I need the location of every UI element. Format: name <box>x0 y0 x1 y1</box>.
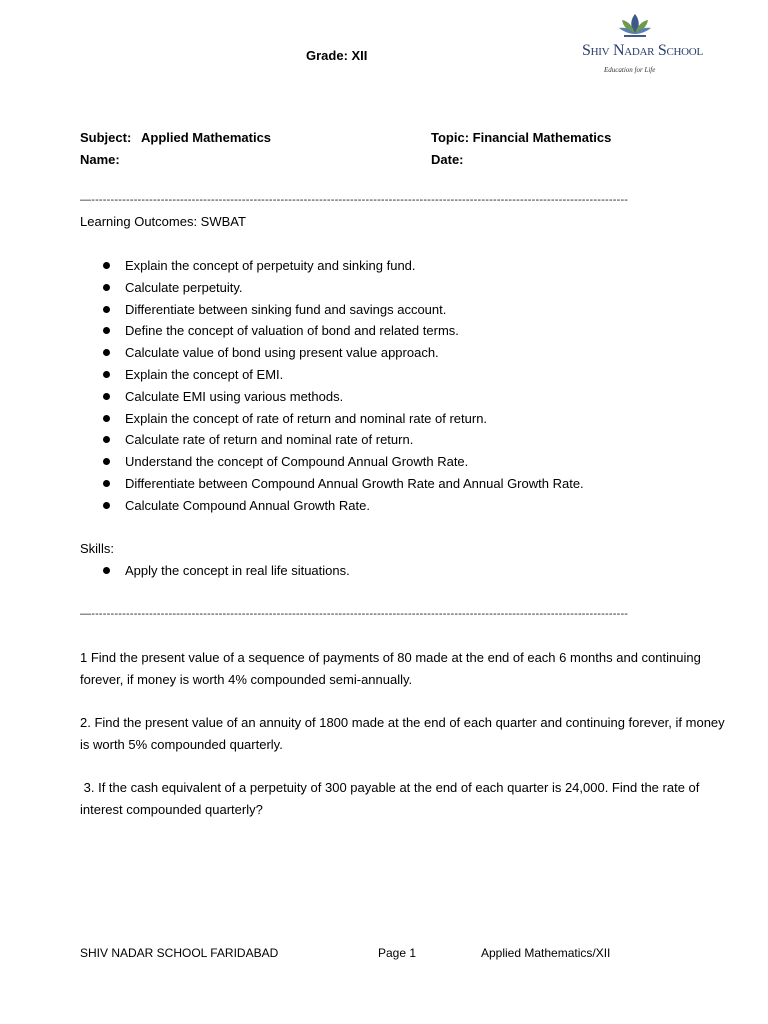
list-item: Explain the concept of rate of return and nominal rate of return. <box>80 408 584 430</box>
school-logo <box>578 12 703 78</box>
footer-page-number: Page 1 <box>378 946 417 960</box>
bullet-icon <box>103 393 110 400</box>
list-item: Apply the concept in real life situations. <box>80 560 350 582</box>
list-item: Define the concept of valuation of bond and related terms. <box>80 320 584 342</box>
bullet-icon <box>103 284 110 291</box>
bullet-icon <box>103 415 110 422</box>
subject-value: Applied Mathematics <box>141 130 272 145</box>
bullet-icon <box>103 458 110 465</box>
skills-heading: Skills: <box>80 541 114 556</box>
outcomes-list <box>80 255 584 517</box>
question-2: 2. Find the present value of an annuity of 1800 made at the end of each quarter and continuing forever, if money is worth 5% compounded quarterly. <box>80 715 725 752</box>
date-label: Date: <box>431 152 464 167</box>
list-item: Calculate value of bond using present value approach. <box>80 342 584 364</box>
bullet-icon <box>103 371 110 378</box>
bullet-icon <box>103 306 110 313</box>
divider-top: —------------------------------------------------------------------------------------------------------------------------------------------- <box>80 194 629 206</box>
list-item: Differentiate between Compound Annual Growth Rate and Annual Growth Rate. <box>80 473 584 495</box>
list-item: Calculate Compound Annual Growth Rate. <box>80 495 584 517</box>
list-item: Explain the concept of perpetuity and sinking fund. <box>80 255 584 277</box>
grade-label: Grade: XII <box>306 48 368 63</box>
bullet-icon <box>103 436 110 443</box>
outcomes-heading: Learning Outcomes: SWBAT <box>80 214 246 229</box>
bullet-icon <box>103 480 110 487</box>
list-item: Differentiate between sinking fund and savings account. <box>80 299 584 321</box>
list-item: Understand the concept of Compound Annual Growth Rate. <box>80 451 584 473</box>
list-item: Calculate EMI using various methods. <box>80 386 584 408</box>
divider-bottom: —------------------------------------------------------------------------------------------------------------------------------------------- <box>80 608 629 620</box>
subject-label: Subject: <box>80 130 132 145</box>
bullet-icon <box>103 327 110 334</box>
list-item: Calculate perpetuity. <box>80 277 584 299</box>
bullet-icon <box>103 349 110 356</box>
list-item: Calculate rate of return and nominal rate of return. <box>80 429 584 451</box>
question-1: 1 Find the present value of a sequence of payments of 80 made at the end of each 6 months and continuing forever, if money is worth 4% compounded semi-annually. <box>80 650 701 687</box>
bullet-icon <box>103 262 110 269</box>
bullet-icon <box>103 502 110 509</box>
footer-school: SHIV NADAR SCHOOL FARIDABAD <box>80 946 279 960</box>
logo-school-name: Shiv Nadar School <box>582 42 703 59</box>
skills-list <box>80 560 350 582</box>
list-item: Explain the concept of EMI. <box>80 364 584 386</box>
logo-tagline: Education for Life <box>604 66 656 74</box>
footer-course: Applied Mathematics/XII <box>481 946 611 960</box>
question-3: 3. If the cash equivalent of a perpetuity of 300 payable at the end of each quarter is 24,000. Find the rate of interest compounded quarterly? <box>80 780 703 817</box>
bullet-icon <box>103 567 110 574</box>
topic-label: Topic: Financial Mathematics <box>431 130 612 145</box>
name-label: Name: <box>80 152 120 167</box>
lotus-icon <box>618 12 652 38</box>
